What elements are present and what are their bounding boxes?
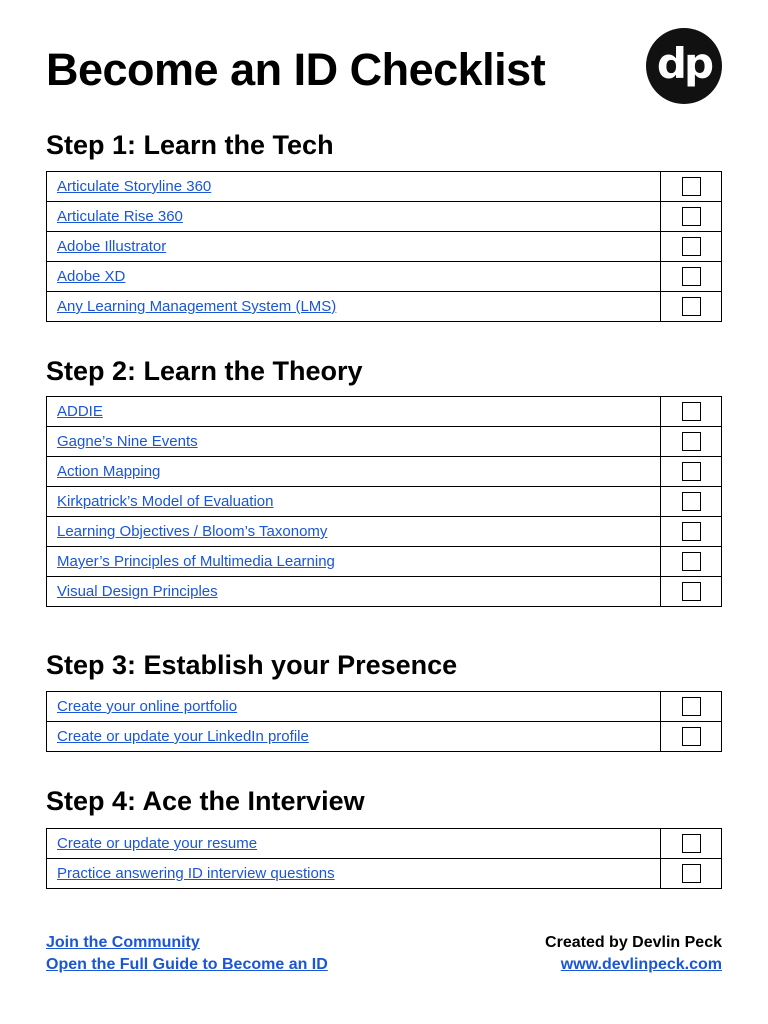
checklist-item-link[interactable]: Create or update your resume — [57, 835, 258, 852]
step-3-heading: Step 3: Establish your Presence — [46, 650, 458, 680]
checklist-item-link[interactable]: Practice answering ID interview questions — [57, 865, 335, 882]
checklist-checkbox[interactable] — [682, 402, 701, 421]
dp-logo: dp — [646, 28, 722, 104]
checklist-checkbox[interactable] — [682, 207, 701, 226]
checklist-row — [47, 262, 722, 292]
checklist-row — [47, 292, 722, 322]
checklist-row — [47, 397, 722, 427]
checklist-checkbox[interactable] — [682, 492, 701, 511]
checklist-item-link[interactable]: ADDIE — [57, 403, 103, 420]
checklist-item-link[interactable]: Articulate Storyline 360 — [57, 178, 212, 195]
checklist-item-link[interactable]: Create or update your LinkedIn profile — [57, 728, 309, 745]
checklist-checkbox[interactable] — [682, 552, 701, 571]
checklist-row — [47, 577, 722, 607]
page-title: Become an ID Checklist — [46, 44, 546, 95]
checklist-row — [47, 859, 722, 889]
checklist-item-link[interactable]: Visual Design Principles — [57, 583, 218, 600]
checklist-row — [47, 202, 722, 232]
checklist-row — [47, 547, 722, 577]
checklist-row — [47, 722, 722, 752]
checklist-checkbox[interactable] — [682, 432, 701, 451]
checklist-item-link[interactable]: Create your online portfolio — [57, 698, 238, 715]
checklist-checkbox[interactable] — [682, 834, 701, 853]
checklist-item-link[interactable]: Action Mapping — [57, 463, 161, 480]
checklist-row — [47, 172, 722, 202]
checklist-row — [47, 692, 722, 722]
join-community-link[interactable]: Join the Community — [46, 934, 200, 951]
checklist-row — [47, 829, 722, 859]
checklist-item-link[interactable]: Articulate Rise 360 — [57, 208, 183, 225]
checklist-checkbox[interactable] — [682, 522, 701, 541]
step-1-checklist — [46, 171, 722, 322]
step-4-heading: Step 4: Ace the Interview — [46, 786, 365, 816]
checklist-item-link[interactable]: Learning Objectives / Bloom’s Taxonomy — [57, 523, 328, 540]
checklist-item-link[interactable]: Any Learning Management System (LMS) — [57, 298, 337, 315]
checklist-item-link[interactable]: Adobe Illustrator — [57, 238, 167, 255]
checklist-item-link[interactable]: Gagne’s Nine Events — [57, 433, 198, 450]
step-3-checklist — [46, 691, 722, 752]
checklist-checkbox[interactable] — [682, 297, 701, 316]
checklist-item-link[interactable]: Kirkpatrick’s Model of Evaluation — [57, 493, 274, 510]
step-1-heading: Step 1: Learn the Tech — [46, 130, 334, 160]
checklist-row — [47, 427, 722, 457]
step-2-heading: Step 2: Learn the Theory — [46, 356, 363, 386]
checklist-row — [47, 232, 722, 262]
checklist-checkbox[interactable] — [682, 237, 701, 256]
checklist-checkbox[interactable] — [682, 582, 701, 601]
checklist-row — [47, 517, 722, 547]
step-4-checklist — [46, 828, 722, 889]
step-2-checklist — [46, 396, 722, 607]
checklist-checkbox[interactable] — [682, 727, 701, 746]
checklist-item-link[interactable]: Mayer’s Principles of Multimedia Learning — [57, 553, 335, 570]
checklist-row — [47, 487, 722, 517]
created-by-text: Created by Devlin Peck — [545, 934, 722, 951]
full-guide-link[interactable]: Open the Full Guide to Become an ID — [46, 956, 328, 973]
checklist-checkbox[interactable] — [682, 697, 701, 716]
checklist-checkbox[interactable] — [682, 267, 701, 286]
checklist-row — [47, 457, 722, 487]
checklist-checkbox[interactable] — [682, 177, 701, 196]
website-link[interactable]: www.devlinpeck.com — [560, 956, 722, 973]
checklist-item-link[interactable]: Adobe XD — [57, 268, 126, 285]
checklist-checkbox[interactable] — [682, 462, 701, 481]
checklist-checkbox[interactable] — [682, 864, 701, 883]
